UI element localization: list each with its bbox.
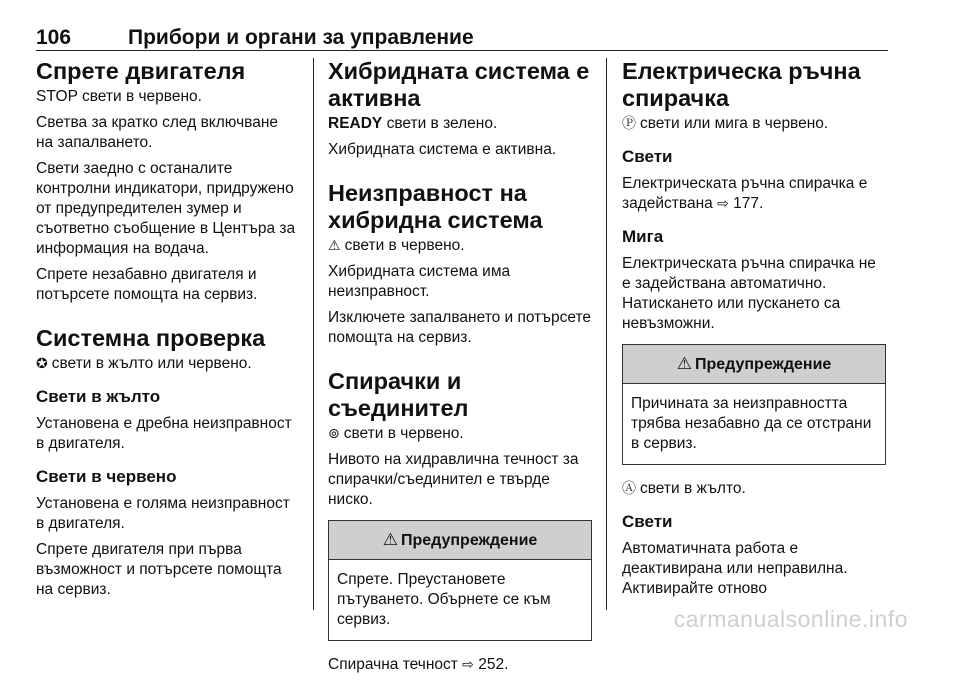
warning-header: ⚠ Предупреждение bbox=[329, 521, 591, 560]
paragraph: Електрическата ръчна спирачка е задействана ⇨ 177. bbox=[622, 175, 868, 212]
stop-indicator-code: STOP bbox=[36, 88, 78, 105]
paragraph: ✪ свети в жълто или червено. bbox=[36, 355, 252, 372]
paragraph: Изключете запалването и потърсете помощта на сервиз. bbox=[328, 309, 591, 346]
paragraph: Хибридната система има неизправност. bbox=[328, 263, 511, 300]
paragraph: Свети заедно с останалите контролни индикатори, придружено от предупредителен зумер и съответно съобщение в Центъра за информация на водача. bbox=[36, 160, 296, 257]
warning-box bbox=[328, 520, 592, 641]
paragraph: Спрете двигателя при първа възможност и потърсете помощта на сервиз. bbox=[36, 541, 282, 598]
page-reference[interactable]: 177. bbox=[733, 195, 764, 212]
section-heading-hybrid-active: Хибридната система е активна bbox=[328, 58, 590, 111]
paragraph: READY свети в зелено. bbox=[328, 115, 498, 132]
page-header-title: Прибори и органи за управление bbox=[128, 26, 474, 49]
reference-arrow-icon: ⇨ bbox=[717, 196, 729, 212]
paragraph: Спрете незабавно двигателя и потърсете помощта на сервиз. bbox=[36, 266, 258, 303]
section-heading-stop-engine: Спрете двигателя bbox=[36, 58, 246, 84]
warning-triangle-icon: ⚠ bbox=[382, 530, 398, 550]
section-heading-electric-parking-brake: Електрическа ръчна спирачка bbox=[622, 58, 861, 111]
warning-box bbox=[622, 344, 886, 465]
section-heading-brakes-clutch: Спирачки и съединител bbox=[328, 368, 469, 421]
paragraph: ⚠ свети в червено. bbox=[328, 237, 465, 254]
subheading-blinking: Мига bbox=[622, 227, 664, 246]
paragraph: Автоматичната работа е деактивирана или неправилна. Активирайте отново bbox=[622, 540, 848, 597]
subheading-on: Свети bbox=[622, 512, 673, 531]
column-2 bbox=[328, 58, 592, 681]
paragraph: Електрическата ръчна спирачка не е задействана автоматично. Натискането или пускането са невъзможни. bbox=[622, 255, 876, 332]
page-number: 106 bbox=[36, 26, 72, 49]
paragraph: Ⓐ свети в жълто. bbox=[622, 480, 746, 497]
page-reference[interactable]: 252. bbox=[478, 656, 509, 673]
paragraph: STOP свети в червено. bbox=[36, 88, 202, 105]
column-divider bbox=[606, 58, 607, 610]
auto-off-icon: Ⓐ bbox=[622, 481, 636, 497]
hybrid-fault-icon: ⚠ bbox=[328, 238, 341, 254]
warning-text: Причината за неизправността трябва незабавно да се отстрани в сервиз. bbox=[631, 395, 872, 452]
paragraph: Установена е голяма неизправност в двигателя. bbox=[36, 495, 290, 532]
reference-arrow-icon: ⇨ bbox=[462, 657, 474, 673]
paragraph: Ⓟ свети или мига в червено. bbox=[622, 115, 829, 132]
warning-text: Спрете. Преустановете пътуването. Обърнете се към сервиз. bbox=[337, 571, 551, 628]
paragraph: Хибридната система е активна. bbox=[328, 141, 557, 158]
section-heading-hybrid-fault: Неизправност на хибридна система bbox=[328, 180, 543, 233]
warning-triangle-icon: ⚠ bbox=[676, 354, 692, 374]
parking-brake-icon: Ⓟ bbox=[622, 116, 636, 132]
subheading-on: Свети bbox=[622, 147, 673, 166]
column-1 bbox=[36, 58, 298, 606]
paragraph: Установена е дребна неизправност в двигателя. bbox=[36, 415, 292, 452]
subheading-red: Свети в червено bbox=[36, 467, 177, 486]
paragraph: Светва за кратко след включване на запалването. bbox=[36, 114, 279, 151]
section-heading-system-check: Системна проверка bbox=[36, 325, 266, 351]
paragraph: Нивото на хидравлична течност за спирачки/съединител е твърде ниско. bbox=[328, 451, 579, 508]
ready-indicator-code: READY bbox=[328, 115, 383, 132]
paragraph: ⊚ свети в червено. bbox=[328, 425, 464, 442]
subheading-yellow: Свети в жълто bbox=[36, 387, 161, 406]
brake-icon: ⊚ bbox=[328, 426, 340, 442]
engine-check-icon: ✪ bbox=[36, 356, 48, 372]
watermark: carmanualsonline.info bbox=[673, 606, 908, 632]
column-divider bbox=[313, 58, 314, 610]
column-3 bbox=[622, 58, 886, 605]
paragraph: Спирачна течност ⇨ 252. bbox=[328, 656, 509, 673]
page-header bbox=[36, 26, 888, 51]
warning-header: ⚠ Предупреждение bbox=[623, 345, 885, 384]
